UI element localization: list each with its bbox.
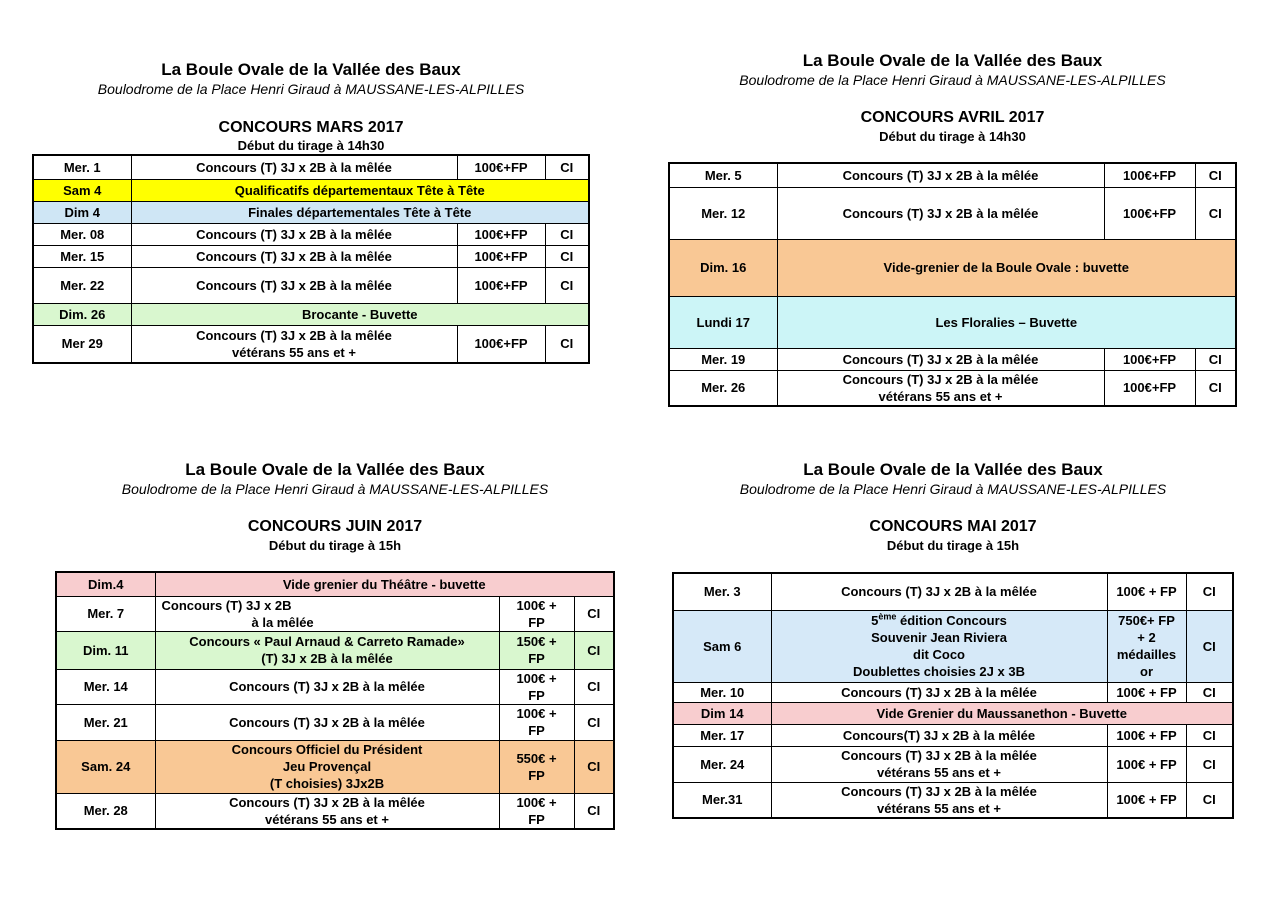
- event-line: Doublettes choisies 2J x 3B: [853, 664, 1025, 679]
- date-cell: Mer. 21: [56, 704, 155, 740]
- event-line: Concours (T) 3J x 2B à la mêlée: [842, 371, 1039, 387]
- venue-subtitle: Boulodrome de la Place Henri Giraud à MAUSSANE-LES-ALPILLES: [739, 72, 1166, 88]
- prize-cell: 100€+FP: [457, 223, 545, 245]
- prize-cell: 100€+FP: [1104, 348, 1195, 370]
- event-cell: [771, 610, 1107, 682]
- month-heading: CONCOURS MARS 2017: [218, 119, 404, 136]
- event-line: dit Coco: [913, 647, 965, 662]
- date-cell: Mer.31: [673, 782, 771, 818]
- date-cell: Sam 4: [33, 179, 131, 201]
- date-cell: Mer. 15: [33, 245, 131, 267]
- month-heading: CONCOURS AVRIL 2017: [860, 109, 1045, 126]
- ci-cell: CI: [545, 223, 589, 245]
- event-cell: [155, 740, 499, 793]
- table-row: [669, 370, 1236, 406]
- ci-cell: CI: [1195, 370, 1236, 406]
- ci-cell: CI: [1186, 573, 1233, 610]
- table-row: [669, 239, 1236, 296]
- month-heading: CONCOURS MAI 2017: [869, 518, 1037, 535]
- event-line: vétérans 55 ans et +: [878, 388, 1003, 404]
- event-line: Concours (T) 3J x 2B à la mêlée: [841, 748, 1037, 763]
- table-row: [33, 303, 589, 325]
- club-title: La Boule Ovale de la Vallée des Baux: [185, 460, 485, 479]
- ci-cell: CI: [1186, 682, 1233, 702]
- date-cell: Dim. 16: [669, 239, 777, 296]
- prize-cell: 100€ + FP: [1107, 724, 1186, 746]
- event-cell: [155, 596, 499, 631]
- schedule-table: [32, 154, 590, 364]
- start-time: Début du tirage à 15h: [886, 538, 1020, 553]
- ci-cell: CI: [1186, 746, 1233, 782]
- date-cell: Mer. 7: [56, 596, 155, 631]
- date-cell: Mer. 10: [673, 682, 771, 702]
- date-cell: Dim. 11: [56, 631, 155, 669]
- prize-cell: 100€+FP: [1104, 187, 1195, 239]
- schedule-table: [672, 572, 1234, 819]
- prize-line: 100€ +: [516, 794, 557, 810]
- table-row: [669, 187, 1236, 239]
- prize-cell: [499, 740, 574, 793]
- prize-line: FP: [528, 651, 545, 666]
- ci-cell: CI: [1195, 187, 1236, 239]
- date-cell: Mer 29: [33, 325, 131, 363]
- ci-cell: CI: [574, 704, 614, 740]
- prize-cell: [499, 596, 574, 631]
- ci-cell: CI: [545, 155, 589, 179]
- event-cell: Concours (T) 3J x 2B à la mêlée: [771, 682, 1107, 702]
- date-cell: Mer. 22: [33, 267, 131, 303]
- prize-line: 100€ +: [516, 597, 557, 613]
- panel-mai: [672, 440, 1234, 840]
- table-row: [673, 610, 1233, 682]
- month-heading: CONCOURS JUIN 2017: [247, 518, 423, 535]
- table-row: [56, 572, 614, 596]
- event-cell: Concours (T) 3J x 2B à la mêlée: [155, 704, 499, 740]
- event-line: vétérans 55 ans et +: [877, 800, 1001, 816]
- event-line: (T) 3J x 2B à la mêlée: [261, 651, 393, 666]
- event-cell: Vide Grenier du Maussanethon - Buvette: [771, 702, 1233, 724]
- table-row: [33, 325, 589, 363]
- date-cell: Sam. 24: [56, 740, 155, 793]
- event-cell: Concours (T) 3J x 2B à la mêlée: [131, 223, 457, 245]
- club-title: La Boule Ovale de la Vallée des Baux: [802, 51, 1103, 70]
- event-cell: Les Floralies – Buvette: [777, 296, 1236, 348]
- table-row: [673, 682, 1233, 702]
- table-row: [56, 631, 614, 669]
- table-row: [669, 163, 1236, 187]
- prize-line: FP: [528, 811, 545, 827]
- event-line: vétérans 55 ans et +: [877, 765, 1001, 780]
- table-row: [33, 155, 589, 179]
- ci-cell: CI: [574, 669, 614, 704]
- table-row: [33, 223, 589, 245]
- event-cell: Concours(T) 3J x 2B à la mêlée: [771, 724, 1107, 746]
- prize-cell: 100€+FP: [457, 245, 545, 267]
- panel-juin: [55, 440, 615, 840]
- event-cell: Concours (T) 3J x 2B à la mêlée: [777, 187, 1104, 239]
- prize-cell: 100€ + FP: [1107, 573, 1186, 610]
- prize-cell: 100€+FP: [457, 267, 545, 303]
- prize-line: 100€ +: [516, 670, 557, 686]
- event-cell: [155, 793, 499, 829]
- event-cell: [155, 631, 499, 669]
- event-cell: Concours (T) 3J x 2B à la mêlée: [131, 155, 457, 179]
- event-cell: Concours (T) 3J x 2B à la mêlée: [155, 669, 499, 704]
- table-row: [33, 267, 589, 303]
- table-row: [33, 245, 589, 267]
- table-row: [56, 793, 614, 829]
- event-cell: Concours (T) 3J x 2B à la mêlée: [771, 573, 1107, 610]
- event-line: à la mêlée: [251, 614, 314, 630]
- event-line: Concours (T) 3J x 2B à la mêlée: [196, 327, 392, 343]
- date-cell: Mer. 17: [673, 724, 771, 746]
- table-row: [33, 201, 589, 223]
- start-time: Début du tirage à 14h30: [237, 138, 385, 153]
- event-line: Jeu Provençal: [282, 759, 372, 774]
- date-cell: Dim. 26: [33, 303, 131, 325]
- date-cell: Mer. 3: [673, 573, 771, 610]
- table-row: [673, 573, 1233, 610]
- date-cell: Mer. 12: [669, 187, 777, 239]
- table-row: [673, 724, 1233, 746]
- table-row: [669, 296, 1236, 348]
- date-cell: Mer. 28: [56, 793, 155, 829]
- ci-cell: CI: [1186, 610, 1233, 682]
- event-cell: Finales départementales Tête à Tête: [131, 201, 589, 223]
- prize-line: FP: [528, 723, 545, 738]
- date-cell: Sam 6: [673, 610, 771, 682]
- prize-cell: 100€+FP: [1104, 163, 1195, 187]
- ci-cell: CI: [1186, 724, 1233, 746]
- prize-line: 100€ +: [516, 706, 557, 721]
- table-row: [56, 740, 614, 793]
- table-row: [673, 746, 1233, 782]
- ci-cell: CI: [574, 631, 614, 669]
- event-line: vétérans 55 ans et +: [265, 811, 389, 827]
- event-cell: Concours (T) 3J x 2B à la mêlée: [777, 348, 1104, 370]
- event-line: [775, 612, 1104, 629]
- event-cell: [771, 746, 1107, 782]
- date-cell: Dim.4: [56, 572, 155, 596]
- edition-number: 5: [871, 613, 879, 628]
- prize-cell: 100€ + FP: [1107, 682, 1186, 702]
- event-line: (T choisies) 3Jx2B: [269, 776, 385, 791]
- prize-cell: [499, 793, 574, 829]
- event-cell: [771, 782, 1107, 818]
- prize-cell: 100€ + FP: [1107, 746, 1186, 782]
- ci-cell: CI: [1186, 782, 1233, 818]
- venue-subtitle: Boulodrome de la Place Henri Giraud à MAUSSANE-LES-ALPILLES: [121, 481, 549, 497]
- date-cell: Mer. 5: [669, 163, 777, 187]
- event-cell: Brocante - Buvette: [131, 303, 589, 325]
- prize-line: FP: [528, 614, 545, 630]
- ci-cell: CI: [574, 596, 614, 631]
- ci-cell: CI: [545, 267, 589, 303]
- schedule-table: [55, 571, 615, 830]
- prize-line: FP: [528, 687, 545, 703]
- panel-mars: [32, 0, 590, 400]
- start-time: Début du tirage à 14h30: [879, 129, 1026, 144]
- event-cell: Concours (T) 3J x 2B à la mêlée: [777, 163, 1104, 187]
- panel-avril: [668, 0, 1237, 420]
- venue-subtitle: Boulodrome de la Place Henri Giraud à MAUSSANE-LES-ALPILLES: [739, 481, 1167, 497]
- event-line: Concours (T) 3J x 2B: [161, 597, 292, 613]
- prize-cell: [1107, 610, 1186, 682]
- venue-subtitle: Boulodrome de la Place Henri Giraud à MAUSSANE-LES-ALPILLES: [97, 81, 525, 97]
- date-cell: Mer. 14: [56, 669, 155, 704]
- date-cell: Mer. 1: [33, 155, 131, 179]
- schedule-table: [668, 162, 1237, 407]
- prize-line: + 2: [1137, 630, 1156, 645]
- event-line: vétérans 55 ans et +: [232, 344, 356, 360]
- prize-cell: [499, 669, 574, 704]
- prize-cell: 100€+FP: [457, 325, 545, 363]
- event-line: Concours « Paul Arnaud & Carreto Ramade»: [189, 634, 465, 649]
- edition-text: édition Concours: [896, 613, 1007, 628]
- table-row: [33, 179, 589, 201]
- prize-cell: 100€+FP: [1104, 370, 1195, 406]
- date-cell: Mer. 19: [669, 348, 777, 370]
- date-cell: Dim 4: [33, 201, 131, 223]
- prize-line: FP: [528, 767, 545, 783]
- table-row: [56, 596, 614, 631]
- prize-line: 750€+ FP: [1118, 613, 1175, 628]
- table-row: [56, 669, 614, 704]
- date-cell: Dim 14: [673, 702, 771, 724]
- ci-cell: CI: [545, 325, 589, 363]
- event-cell: Concours (T) 3J x 2B à la mêlée: [131, 245, 457, 267]
- date-cell: Mer. 26: [669, 370, 777, 406]
- event-cell: Qualificatifs départementaux Tête à Tête: [131, 179, 589, 201]
- ci-cell: CI: [574, 793, 614, 829]
- club-title: La Boule Ovale de la Vallée des Baux: [803, 460, 1103, 479]
- prize-cell: [499, 704, 574, 740]
- date-cell: Lundi 17: [669, 296, 777, 348]
- event-line: Souvenir Jean Riviera: [871, 630, 1007, 645]
- table-row: [56, 704, 614, 740]
- prize-cell: 100€+FP: [457, 155, 545, 179]
- table-row: [673, 782, 1233, 818]
- date-cell: Mer. 24: [673, 746, 771, 782]
- prize-line: médailles or: [1116, 647, 1177, 679]
- event-line: Concours (T) 3J x 2B à la mêlée: [229, 794, 425, 810]
- edition-suffix: ème: [878, 611, 897, 622]
- ci-cell: CI: [545, 245, 589, 267]
- event-line: Concours Officiel du Président: [231, 742, 423, 757]
- prize-cell: 100€ + FP: [1107, 782, 1186, 818]
- event-cell: Vide grenier du Théâtre - buvette: [155, 572, 614, 596]
- event-cell: Vide-grenier de la Boule Ovale : buvette: [777, 239, 1236, 296]
- club-title: La Boule Ovale de la Vallée des Baux: [161, 60, 461, 79]
- event-cell: Concours (T) 3J x 2B à la mêlée: [131, 267, 457, 303]
- prize-line: 150€ +: [516, 634, 557, 649]
- prize-line: 550€ +: [516, 750, 557, 766]
- ci-cell: CI: [1195, 348, 1236, 370]
- start-time: Début du tirage à 15h: [268, 538, 402, 553]
- table-row: [669, 348, 1236, 370]
- ci-cell: CI: [1195, 163, 1236, 187]
- event-cell: [777, 370, 1104, 406]
- date-cell: Mer. 08: [33, 223, 131, 245]
- table-row: [673, 702, 1233, 724]
- prize-cell: [499, 631, 574, 669]
- ci-cell: CI: [574, 740, 614, 793]
- event-line: Concours (T) 3J x 2B à la mêlée: [841, 783, 1037, 799]
- event-cell: [131, 325, 457, 363]
